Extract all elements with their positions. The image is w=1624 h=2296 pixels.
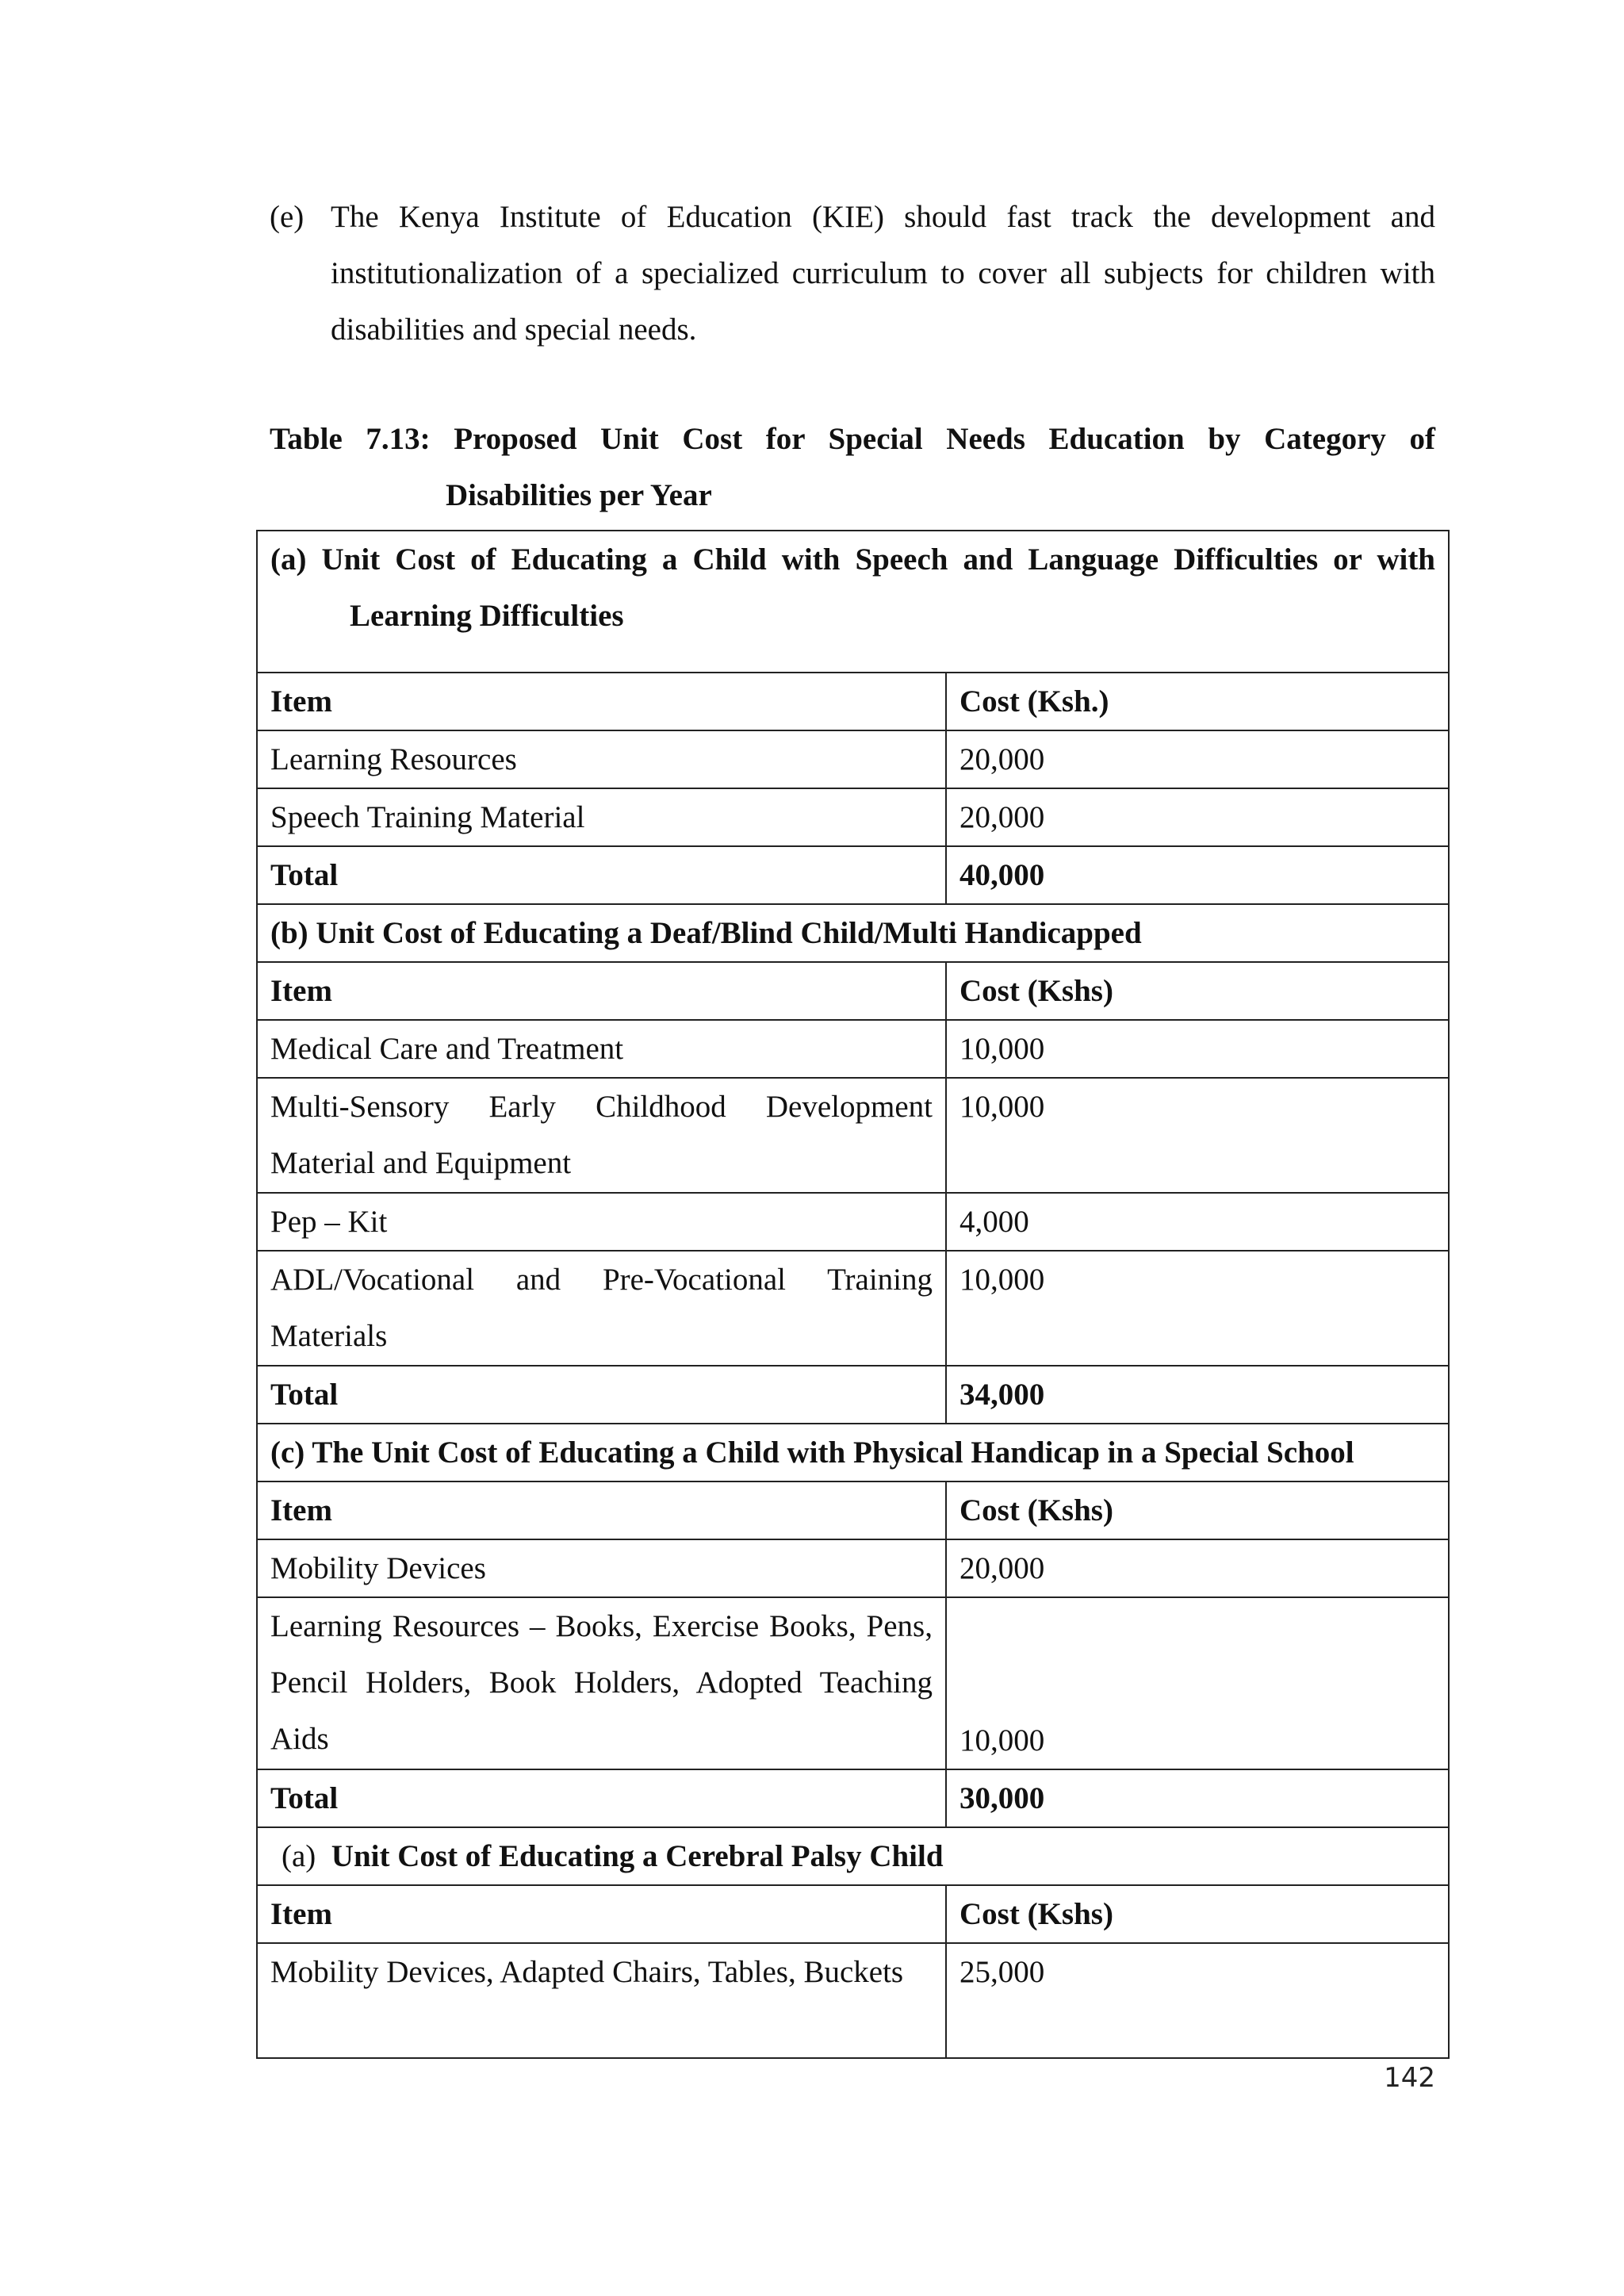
column-header-item: Item [257,1885,946,1943]
section-b-title: (b) Unit Cost of Educating a Deaf/Blind Child/Multi Handicapped [257,904,1449,962]
total-label: Total [257,846,946,904]
item-cell: Medical Care and Treatment [257,1020,946,1078]
table-row [257,1251,1449,1366]
cost-cell: 10,000 [946,1020,1449,1078]
table-header-row [257,1885,1449,1943]
column-header-cost: Cost (Kshs) [946,1481,1449,1539]
cost-cell: 10,000 [946,1078,1449,1193]
total-row [257,1366,1449,1424]
column-header-cost: Cost (Kshs) [946,962,1449,1020]
table-row [257,1020,1449,1078]
paragraph-text: The Kenya Institute of Education (KIE) should fast track the development and institutionalization of a specialized curriculum to cover all subjects for children with disabilities and special needs. [331,200,1435,347]
cost-cell: 4,000 [946,1193,1449,1251]
total-row [257,1769,1449,1827]
column-header-item: Item [257,962,946,1020]
item-cell: Learning Resources – Books, Exercise Books, Pens, Pencil Holders, Book Holders, Adopted Teaching Aids [257,1597,946,1769]
table-row [257,1078,1449,1193]
column-header-cost: Cost (Kshs) [946,1885,1449,1943]
total-cost: 34,000 [946,1366,1449,1424]
unit-cost-table [256,530,1450,2059]
table-header-row [257,1481,1449,1539]
section-a-title-line-1: (a) Unit Cost of Educating a Child with Speech and Language Difficulties or with [270,542,1435,577]
section-d-title [257,1827,1449,1885]
section-a-title [257,531,1449,673]
total-label: Total [257,1366,946,1424]
cost-cell: 10,000 [946,1251,1449,1366]
section-a-title-row [257,531,1449,673]
table-header-row [257,962,1449,1020]
cost-cell: 20,000 [946,730,1449,788]
table-row [257,1943,1449,2058]
table-header-row [257,673,1449,730]
paragraph-marker: (e) [270,200,304,234]
item-cell: ADL/Vocational and Pre-Vocational Training Materials [257,1251,946,1366]
paragraph-e [270,189,1435,358]
total-label: Total [257,1769,946,1827]
column-header-item: Item [257,1481,946,1539]
cost-cell: 20,000 [946,788,1449,846]
item-cell: Mobility Devices, Adapted Chairs, Tables, Buckets [257,1943,946,2058]
column-header-item: Item [257,673,946,730]
column-header-cost: Cost (Ksh.) [946,673,1449,730]
section-b-title-row [257,904,1449,962]
item-cell: Multi-Sensory Early Childhood Development Material and Equipment [257,1078,946,1193]
page-number: 142 [1384,2062,1435,2094]
section-d-title-text: Unit Cost of Educating a Cerebral Palsy Child [331,1839,944,1873]
total-cost: 30,000 [946,1769,1449,1827]
item-cell: Speech Training Material [257,788,946,846]
table-row [257,788,1449,846]
section-d-marker: (a) [282,1839,316,1873]
table-row [257,1539,1449,1597]
item-cell: Mobility Devices [257,1539,946,1597]
section-c-title-row [257,1424,1449,1481]
item-cell: Learning Resources [257,730,946,788]
section-d-title-row [257,1827,1449,1885]
cost-cell: 20,000 [946,1539,1449,1597]
section-c-title: (c) The Unit Cost of Educating a Child with Physical Handicap in a Special School [257,1424,1449,1481]
cost-cell: 10,000 [946,1597,1449,1769]
table-caption [270,411,1435,523]
table-caption-line-2: Disabilities per Year [446,478,712,512]
section-a-title-line-2: Learning Difficulties [350,599,624,633]
total-row [257,846,1449,904]
table-row [257,1193,1449,1251]
item-cell: Pep – Kit [257,1193,946,1251]
table-row [257,1597,1449,1769]
total-cost: 40,000 [946,846,1449,904]
cost-cell: 25,000 [946,1943,1449,2058]
table-caption-line-1: Table 7.13: Proposed Unit Cost for Special Needs Education by Category of [270,422,1435,456]
table-row [257,730,1449,788]
